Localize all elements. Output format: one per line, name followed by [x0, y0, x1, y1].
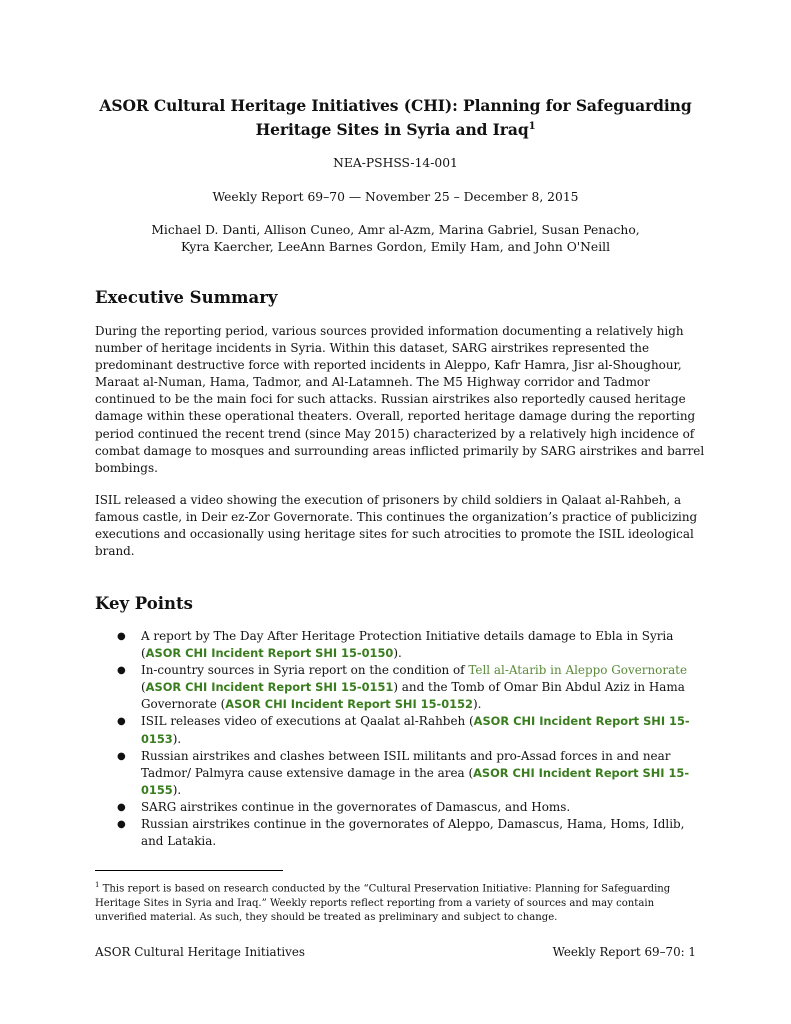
- incident-report-link[interactable]: ASOR CHI Incident Report SHI 15-0155: [141, 765, 690, 797]
- list-item: [95, 713, 705, 747]
- list-item: [95, 799, 705, 816]
- document-title: [60, 95, 731, 140]
- bullet-text: Russian airstrikes continue in the governorates of Aleppo, Damascus, Hama, Homs, Idlib, and Latakia.: [141, 817, 685, 849]
- authors-line-1: Michael D. Danti, Allison Cuneo, Amr al-Azm, Marina Gabriel, Susan Penacho,: [151, 223, 640, 237]
- footnote: [95, 878, 705, 926]
- list-item: [95, 628, 705, 662]
- incident-report-link[interactable]: ASOR CHI Incident Report SHI 15-0153: [141, 714, 690, 746]
- footnote-divider: [95, 870, 283, 871]
- bullet-icon: ●: [117, 750, 126, 762]
- bullet-text-end: ).: [472, 697, 482, 712]
- incident-report-link[interactable]: ASOR CHI Incident Report SHI 15-0152: [225, 697, 473, 712]
- bullet-icon: ●: [117, 801, 126, 813]
- report-period: Weekly Report 69–70 — November 25 – December 8, 2015: [212, 190, 579, 204]
- authors-line-2: Kyra Kaercher, LeeAnn Barnes Gordon, Emily Ham, and John O'Neill: [181, 240, 610, 254]
- bullet-icon: ●: [117, 631, 126, 642]
- bullet-text-end: ).: [172, 782, 182, 797]
- bullet-text: ) and the Tomb of Omar Bin Abdul Aziz in Hama Governorate (: [141, 680, 685, 712]
- footer-page-number: Weekly Report 69–70: 1: [552, 945, 696, 959]
- authors: [60, 222, 731, 256]
- list-item: [95, 748, 705, 799]
- bullet-text-end: ).: [393, 646, 402, 661]
- bullet-text: SARG airstrikes continue in the governorates of Damascus, and Homs.: [141, 799, 571, 814]
- bullet-text-end: ).: [172, 731, 182, 746]
- bullet-icon: ●: [117, 716, 126, 728]
- footer-organization: ASOR Cultural Heritage Initiatives: [95, 945, 306, 959]
- reference-number: NEA-PSHSS-14-001: [333, 156, 458, 170]
- bullet-icon: ●: [117, 819, 126, 831]
- bullet-text: In-country sources in Syria report on the condition of: [141, 663, 469, 678]
- site-link[interactable]: Tell al-Atarib in Aleppo Governorate: [468, 663, 688, 678]
- list-item: [95, 662, 705, 713]
- title-line-2: Heritage Sites in Syria and Iraq: [255, 120, 529, 140]
- title-line-1: ASOR Cultural Heritage Initiatives (CHI): Planning for Safeguarding: [99, 96, 692, 115]
- list-item: [95, 816, 705, 850]
- bullet-icon: ●: [117, 665, 126, 677]
- bullet-text: Russian airstrikes and clashes between ISIL militants and pro-Assad forces in and near Tadmor/ Palmyra cause extensive damage in the area (: [141, 748, 671, 780]
- incident-report-link[interactable]: ASOR CHI Incident Report SHI 15-0151: [145, 680, 394, 695]
- footnote-mark: 1: [95, 881, 100, 889]
- bullet-text: (: [141, 680, 146, 695]
- key-points-list: [95, 628, 705, 850]
- executive-summary-heading: Executive Summary: [95, 288, 278, 307]
- footnote-text: This report is based on research conducted by the “Cultural Preservation Initiative: Planning for Safeguarding Heritage Sites in Syria and Iraq.” Weekly reports reflect reporting from a variety of sources and may contain unverified material. As such, they should be treated as preliminary and subject to change.: [95, 883, 671, 924]
- key-points-heading: Key Points: [95, 594, 193, 613]
- summary-paragraph-2: ISIL released a video showing the execution of prisoners by child soldiers in Qalaat al-Rahbeh, a famous castle, in Deir ez-Zor Governorate. This continues the organization’s practice of publicizing executions and occasionally using heritage sites for such atrocities to promote the ISIL ideological brand.: [95, 493, 698, 559]
- bullet-text: A report by The Day After Heritage Protection Initiative details damage to Ebla in Syria (: [141, 629, 674, 661]
- summary-paragraph-1: During the reporting period, various sources provided information documenting a relatively high number of heritage incidents in Syria. Within this dataset, SARG airstrikes represented the predominant destructive force with reported incidents in Aleppo, Kafr Hamra, Jisr al-Shoughour, Maraat al-Numan, Hama, Tadmor, and Al-Latamneh. The M5 Highway corridor and Tadmor continued to be the main foci for such attacks. Russian airstrikes also reportedly caused heritage damage within these operational theaters. Overall, reported heritage damage during the reporting period continued the recent trend (since May 2015) characterized by a relatively high incidence of combat damage to mosques and surrounding areas inflicted primarily by SARG airstrikes and barrel bombings.: [95, 324, 705, 475]
- bullet-text: ISIL releases video of executions at Qaalat al-Rahbeh (: [141, 714, 474, 729]
- incident-report-link[interactable]: ASOR CHI Incident Report SHI 15-0150: [145, 646, 394, 661]
- title-footnote-mark[interactable]: 1: [528, 121, 536, 132]
